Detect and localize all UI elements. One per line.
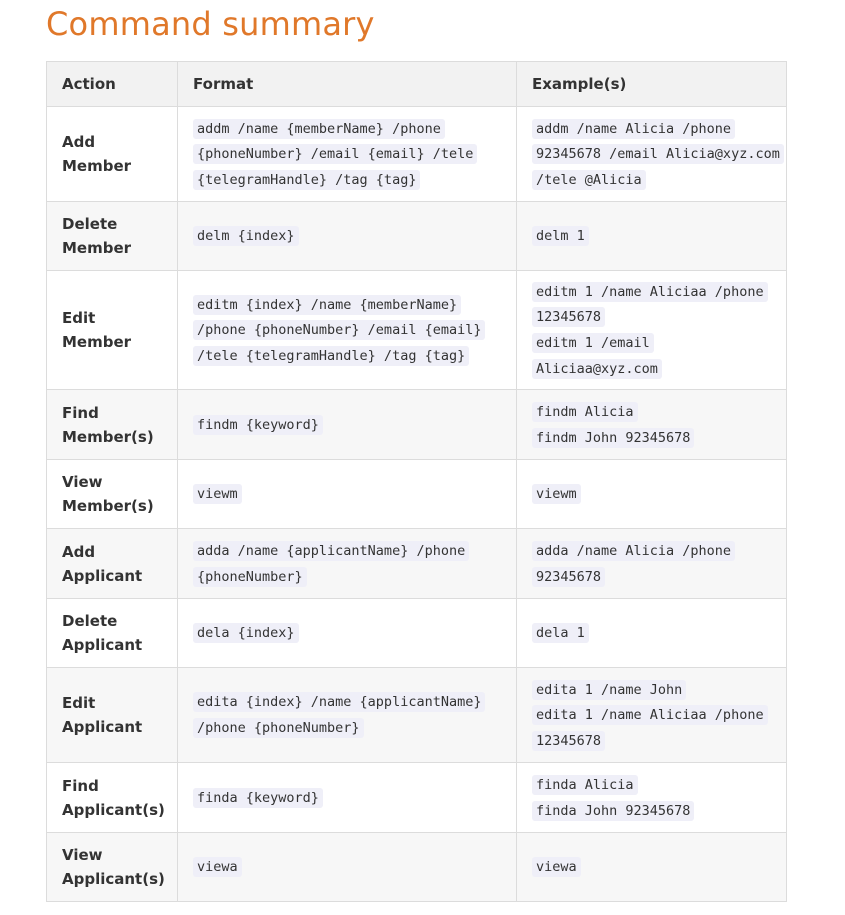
table-row: [47, 390, 787, 460]
examples-cell: [517, 202, 787, 271]
action-cell: Add Member: [47, 107, 178, 202]
example-code: findm Alicia: [532, 402, 638, 422]
format-cell: [178, 833, 517, 902]
header-format: Format: [178, 62, 517, 107]
table-row: [47, 107, 787, 202]
example-code: delm 1: [532, 226, 589, 246]
table-row: [47, 599, 787, 668]
format-cell: [178, 390, 517, 460]
table-row: [47, 668, 787, 763]
examples-cell: [517, 107, 787, 202]
example-code: editm 1 /email Aliciaa@xyz.com: [532, 333, 662, 379]
action-cell: Delete Member: [47, 202, 178, 271]
page-title: Command summary: [46, 5, 375, 43]
format-code: editm {index} /name {memberName} /phone {phoneNumber} /email {email} /tele {telegramHandle} /tag {tag}: [193, 295, 485, 366]
example-code: addm /name Alicia /phone 92345678 /email Alicia@xyz.com /tele @Alicia: [532, 119, 784, 190]
format-cell: [178, 202, 517, 271]
table-row: [47, 202, 787, 271]
action-cell: Delete Applicant: [47, 599, 178, 668]
action-cell: Edit Member: [47, 271, 178, 390]
examples-cell: [517, 763, 787, 833]
format-code: viewa: [193, 857, 242, 877]
action-cell: View Member(s): [47, 460, 178, 529]
examples-cell: [517, 529, 787, 599]
format-code: dela {index}: [193, 623, 299, 643]
example-code: finda John 92345678: [532, 801, 694, 821]
action-cell: Edit Applicant: [47, 668, 178, 763]
format-code: delm {index}: [193, 226, 299, 246]
action-cell: View Applicant(s): [47, 833, 178, 902]
format-cell: [178, 668, 517, 763]
format-code: adda /name {applicantName} /phone {phoneNumber}: [193, 541, 469, 587]
format-cell: [178, 107, 517, 202]
example-code: edita 1 /name John: [532, 680, 686, 700]
examples-cell: [517, 599, 787, 668]
example-code: dela 1: [532, 623, 589, 643]
table-row: [47, 529, 787, 599]
table-row: [47, 763, 787, 833]
examples-cell: [517, 460, 787, 529]
format-code: findm {keyword}: [193, 415, 323, 435]
format-cell: [178, 599, 517, 668]
example-code: viewm: [532, 484, 581, 504]
examples-cell: [517, 390, 787, 460]
table-row: [47, 833, 787, 902]
table-row: [47, 460, 787, 529]
format-cell: [178, 271, 517, 390]
table-header-row: [47, 62, 787, 107]
format-cell: [178, 529, 517, 599]
command-summary-table: [46, 61, 787, 902]
action-cell: Find Member(s): [47, 390, 178, 460]
format-cell: [178, 460, 517, 529]
example-code: finda Alicia: [532, 775, 638, 795]
examples-cell: [517, 833, 787, 902]
format-code: viewm: [193, 484, 242, 504]
header-examples: Example(s): [517, 62, 787, 107]
example-code: editm 1 /name Aliciaa /phone 12345678: [532, 282, 768, 328]
example-code: findm John 92345678: [532, 428, 694, 448]
examples-cell: [517, 668, 787, 763]
examples-cell: [517, 271, 787, 390]
format-code: finda {keyword}: [193, 788, 323, 808]
example-code: adda /name Alicia /phone 92345678: [532, 541, 735, 587]
example-code: edita 1 /name Aliciaa /phone 12345678: [532, 705, 768, 751]
action-cell: Find Applicant(s): [47, 763, 178, 833]
format-code: edita {index} /name {applicantName} /phone {phoneNumber}: [193, 692, 485, 738]
table-row: [47, 271, 787, 390]
action-cell: Add Applicant: [47, 529, 178, 599]
format-cell: [178, 763, 517, 833]
example-code: viewa: [532, 857, 581, 877]
header-action: Action: [47, 62, 178, 107]
format-code: addm /name {memberName} /phone {phoneNumber} /email {email} /tele {telegramHandle} /tag {tag}: [193, 119, 477, 190]
